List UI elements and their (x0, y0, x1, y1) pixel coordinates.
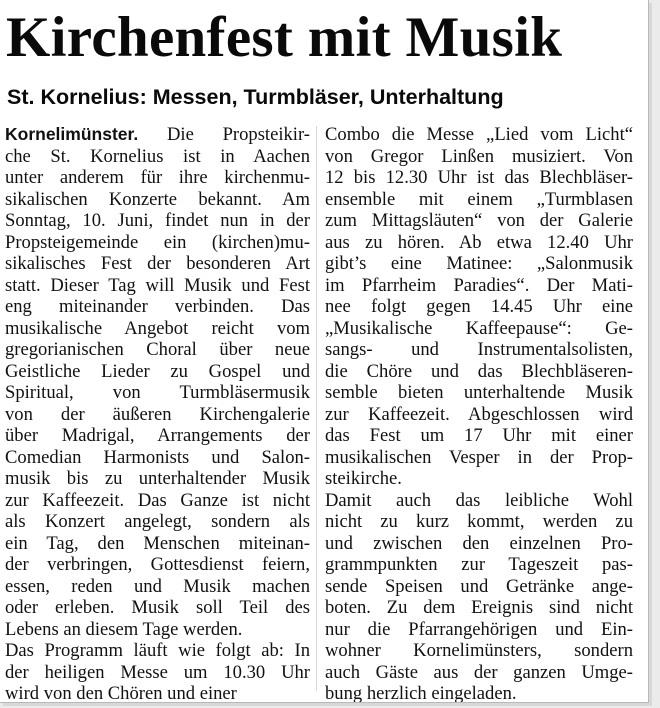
text-line: ein Tag, den Menschen miteinan- (5, 532, 310, 554)
article-column-right (325, 124, 633, 703)
text-line: als Konzert angelegt, sondern als (5, 511, 310, 532)
text-line: „Musikalische Kaffeepause“: Ge- (325, 317, 633, 339)
text-line: Propsteigemeinde ein (kirchen)mu- (5, 231, 310, 253)
text-line: Geistliche Lieder zu Gospel und (5, 360, 310, 382)
text-line: von der äußeren Kirchengalerie (5, 403, 310, 425)
text-line: der heiligen Messe um 10.30 Uhr (5, 661, 310, 683)
text-line: unter anderem für ihre kirchenmu- (5, 167, 310, 188)
text-line: bung herzlich eingeladen. (325, 683, 517, 703)
text-line: Spiritual, von Turmbläsermusik (5, 382, 310, 403)
text-line: im Pfarrheim Paradies“. Der Mati- (325, 274, 633, 296)
text-line: statt. Dieser Tag will Musik und Fest (5, 274, 310, 296)
text-line: gibt’s eine Matinee: „Salonmusik (325, 253, 633, 274)
text-line: Combo die Messe „Lied vom Licht“ (325, 124, 633, 145)
text-line: Sonntag, 10. Juni, findet nun in der (5, 210, 310, 231)
text-line: nee folgt gegen 14.45 Uhr eine (325, 296, 633, 317)
text-line: sende Speisen und Getränke ange- (325, 575, 633, 597)
text-line: 12 bis 12.30 Uhr ist das Blechbläser- (325, 167, 633, 188)
text-line: sikalisches Fest der besonderen Art (5, 253, 310, 274)
text-line: essen, reden und Musik machen (5, 575, 310, 597)
text-line: zur Kaffeezeit. Das Ganze ist nicht (5, 489, 310, 511)
text-line: nur die Pfarrangehörigen und Ein- (325, 618, 633, 640)
text-line: Damit auch das leibliche Wohl (325, 489, 633, 511)
text-line: zum Mittagsläuten“ von der Galerie (325, 210, 633, 231)
text-line: aus zu hören. Ab etwa 12.40 Uhr (325, 231, 633, 253)
text-line: Das Programm läuft wie folgt ab: In (5, 640, 310, 661)
text-line: und zwischen den einzelnen Pro- (325, 532, 633, 554)
text-line: grammpunkten zur Tageszeit pas- (325, 554, 633, 575)
text-line: musikalischen Vesper in der Prop- (325, 446, 633, 468)
text-line: auch Gäste aus der ganzen Umge- (325, 661, 633, 683)
text-line: sangs- und Instrumentalsolisten, (325, 339, 633, 360)
text-line: zur Kaffeezeit. Abgeschlossen wird (325, 403, 633, 425)
article-column-left (5, 124, 310, 703)
text-line: der verbringen, Gottesdienst feiern, (5, 554, 310, 575)
dateline: Kornelimünster. (5, 124, 139, 144)
text-line: Comedian Harmonists und Salon- (5, 446, 310, 468)
text-line: musikalische Angebot reicht vom (5, 317, 310, 339)
text-line: wohner Kornelimünsters, sondern (325, 640, 633, 661)
text-line: che St. Kornelius ist in Aachen (5, 145, 310, 167)
text-line: semble bieten unterhaltende Musik (325, 382, 633, 403)
text-line: die Chöre und das Blechbläseren- (325, 360, 633, 382)
text-line: ensemble mit einem „Turmblasen (325, 188, 633, 210)
headline: Kirchenfest mit Musik (6, 6, 563, 69)
text-line: boten. Zu dem Ereignis sind nicht (325, 597, 633, 618)
text-line: musik bis zu unterhaltender Musik (5, 468, 310, 489)
text-line: gregorianischen Choral über neue (5, 339, 310, 360)
text-line: von Gregor Linßen musiziert. Von (325, 145, 633, 167)
text-fragment: Die Propsteikir- (138, 124, 310, 145)
subheadline: St. Kornelius: Messen, Turmbläser, Unterhaltung (7, 85, 504, 109)
text-line: sikalischen Konzerte bekannt. Am (5, 188, 310, 210)
text-line: über Madrigal, Arrangements der (5, 425, 310, 446)
text-line: eng miteinander verbinden. Das (5, 296, 310, 317)
text-line (5, 124, 310, 146)
text-line: nicht zu kurz kommt, werden zu (325, 511, 633, 532)
text-line: das Fest um 17 Uhr mit einer (325, 425, 633, 446)
text-line: oder erleben. Musik soll Teil des (5, 597, 310, 618)
text-line: wird von den Chören und einer (5, 683, 237, 703)
text-line: Lebens an diesem Tage werden. (5, 618, 243, 640)
column-divider (316, 126, 317, 691)
text-line: steikirche. (325, 468, 402, 489)
